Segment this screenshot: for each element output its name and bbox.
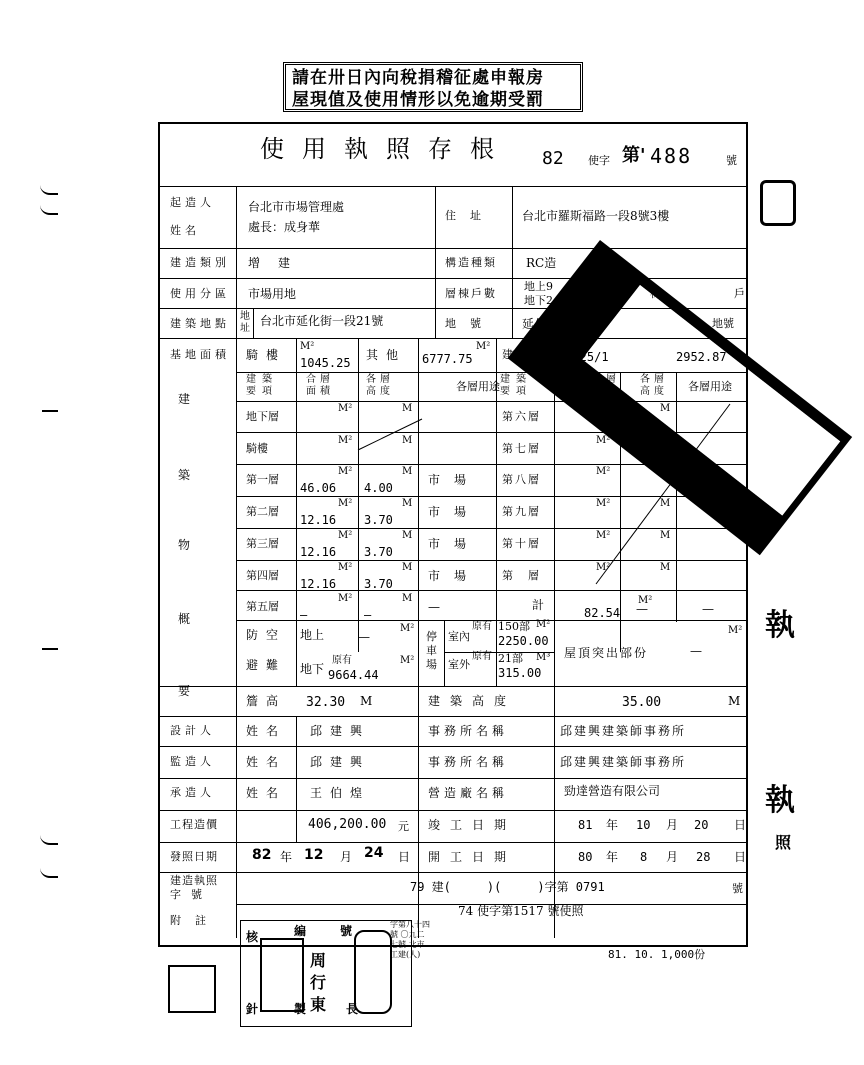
area-unit: M² — [338, 435, 353, 446]
height-unit: M — [402, 530, 413, 541]
site-label: 建築地點 — [170, 317, 230, 330]
building-height-label: 建築高度 — [428, 694, 517, 708]
height-unit: M — [402, 466, 413, 477]
owner-name-line1: 台北市市場管理處 — [248, 200, 345, 214]
stamp-chief: 長 — [346, 1002, 359, 1016]
area-unit: M² — [338, 530, 353, 541]
margin-mark — [40, 835, 58, 845]
building-summary-char5: 要 — [178, 684, 191, 698]
start-year: 80 — [578, 850, 593, 864]
floor-name: 第四層 — [246, 569, 279, 582]
floor-use: 市場 — [428, 505, 481, 519]
contractor-label: 承造人 — [170, 786, 215, 799]
issue-day: 24 — [364, 845, 384, 861]
total-dash-1: — — [636, 602, 648, 616]
completion-day: 20 — [694, 818, 709, 832]
stamp-check: 核 — [246, 930, 259, 944]
parking-outdoor-area: 315.00 — [498, 666, 542, 680]
license-suffix: 號 — [726, 154, 737, 167]
margin-mark — [42, 648, 58, 650]
total-area: 82.54 — [584, 606, 621, 620]
issue-year: 82 — [252, 847, 272, 863]
floors-below: 地下2 — [524, 294, 553, 307]
personal-seal — [260, 938, 304, 1012]
small-seal — [168, 965, 216, 1013]
eave-height-unit: M — [360, 694, 373, 708]
floor-height: 3.70 — [364, 577, 393, 591]
area-unit: M² — [338, 466, 353, 477]
floor-name-upper: 第九層 — [502, 505, 541, 518]
owner-label: 起造人 — [170, 196, 215, 209]
roof-protrusion-unit: M² — [728, 625, 743, 636]
zoning-label: 使用分區 — [170, 287, 230, 300]
shelter-below-label: 地下 — [300, 662, 325, 676]
coverage-ratio: 6.225/1 — [558, 350, 609, 364]
building-count: 壹 — [614, 287, 625, 300]
right-margin-char: 執 — [765, 783, 795, 818]
floor-name-upper: 第 層 — [502, 569, 541, 582]
form-registration-note: 字第八十四號 〇九二七號 北市工建(人) — [390, 920, 430, 959]
stamp-number: 號 — [340, 924, 353, 938]
margin-mark — [40, 205, 58, 215]
parking-indoor-orig: 原有 — [472, 621, 492, 632]
issue-month-unit: 月 — [340, 850, 353, 864]
detail-header-area: 合層面積 — [306, 374, 334, 397]
floor-name-upper: 第七層 — [502, 442, 541, 455]
building-permit-number: 79 建( )( )字第 0791 — [410, 880, 605, 894]
floor-name-upper: 第六層 — [502, 410, 541, 423]
floor-height: 3.70 — [364, 545, 393, 559]
floor-name: 第二層 — [246, 505, 279, 518]
eave-height-label: 簷高 — [246, 694, 287, 708]
shelter-below-unit: M² — [400, 655, 415, 666]
floor-name: 騎樓 — [246, 442, 268, 455]
detail-header-area-2: 各層面積 — [592, 374, 620, 397]
floor-name: 地下層 — [246, 410, 279, 423]
stamp-needle: 針 — [246, 1002, 259, 1016]
right-margin-char: 執 — [765, 608, 795, 643]
license-year: 82 — [542, 148, 564, 169]
shelter-label-1: 防空 — [246, 628, 287, 642]
building-summary-char4: 概 — [178, 612, 191, 626]
building-permit-suffix: 號 — [732, 882, 743, 895]
supervisor-label: 監造人 — [170, 755, 215, 768]
floor-area: 12.16 — [300, 577, 337, 591]
detail-header-use-2: 各層用途 — [688, 380, 732, 393]
site-address: 台北市延化街一段21號 — [260, 314, 384, 328]
building-summary-char2: 築 — [178, 468, 191, 482]
floor-area: 46.06 — [300, 481, 337, 495]
start-date-label: 開工日期 — [428, 850, 517, 864]
margin-mark — [40, 868, 58, 878]
note-label: 附註 — [170, 914, 220, 927]
notice-line-2: 屋現值及使用情形以免逾期受罰 — [292, 90, 544, 110]
total-dash-2: — — [702, 602, 714, 616]
structure-label: 構造種類 — [445, 256, 497, 269]
area-unit: M² — [338, 498, 353, 509]
issue-day-unit: 日 — [398, 850, 411, 864]
completion-year: 81 — [578, 818, 593, 832]
floor-height: 4.00 — [364, 481, 393, 495]
supervisor-name: 邱建興 — [310, 755, 371, 769]
area-unit: M² — [596, 498, 611, 509]
height-unit: M — [660, 403, 671, 414]
other-area: 6777.75 — [422, 352, 473, 366]
seal-fragment — [760, 180, 796, 226]
site-area-label: 基地面積 — [170, 348, 230, 361]
start-year-unit: 年 — [606, 850, 619, 864]
lot-suffix: 地號 — [712, 317, 734, 330]
parking-outdoor-count: 21部 — [498, 652, 523, 665]
site-address-small: 地址 — [240, 311, 250, 334]
parking-indoor-area: 2250.00 — [498, 634, 549, 648]
area-unit: M² — [596, 435, 611, 446]
arcade-area-label: 騎樓 — [246, 348, 287, 362]
building-height-unit: M — [728, 694, 741, 708]
floor-height: 3.70 — [364, 513, 393, 527]
supervisor-office: 邱建興建築師事務所 — [560, 755, 687, 769]
cost-label: 工程造價 — [170, 818, 218, 831]
print-run: 81. 10. 1,000份 — [608, 948, 706, 961]
stamp-edit: 編 — [294, 924, 307, 938]
supervisor-office-label: 事務所名稱 — [428, 755, 509, 769]
area-unit: M² — [596, 562, 611, 573]
height-unit: M — [660, 530, 671, 541]
eave-height: 32.30 — [306, 695, 346, 710]
floors-unit: 層 — [582, 287, 593, 300]
parking-label: 停車場 — [426, 630, 437, 671]
roof-protrusion-label: 屋頂突出部份 — [564, 646, 649, 660]
other-area-label: 其他 — [366, 348, 407, 362]
m2-unit: M² — [476, 341, 491, 352]
note-text: 74 使字第1517 號使照 — [458, 904, 584, 918]
owner-address-label: 住址 — [445, 209, 495, 222]
parking-indoor-count: 150部 — [498, 620, 530, 633]
height-unit: M — [402, 562, 413, 573]
building-permit-label-1: 建造執照 — [170, 874, 218, 887]
height-unit: M — [660, 466, 671, 477]
total-area-unit: M² — [638, 595, 653, 606]
area-unit: M² — [596, 466, 611, 477]
floor-use: 市場 — [428, 473, 481, 487]
area-unit: M² — [338, 562, 353, 573]
structure-value: RC造 — [526, 256, 557, 270]
shelter-orig-label: 原有 — [332, 655, 352, 666]
building-summary-char3: 物 — [178, 538, 191, 552]
floors-label: 層棟戶數 — [445, 287, 497, 300]
m2-unit: M² — [300, 341, 315, 352]
designer-name: 邱建興 — [310, 724, 371, 738]
completion-month: 10 — [636, 818, 651, 832]
height-unit: M — [402, 498, 413, 509]
floor-use: — — [428, 600, 454, 614]
contractor-firm-label: 營造廠名稱 — [428, 786, 509, 800]
shelter-above-label: 地上 — [300, 628, 325, 642]
supervisor-name-label: 姓名 — [246, 755, 287, 769]
household-unit: 戶 — [734, 287, 745, 300]
floor-name-upper: 第十層 — [502, 537, 541, 550]
lot-label: 地號 — [445, 317, 495, 330]
margin-mark — [40, 185, 58, 195]
height-unit: M — [402, 593, 413, 604]
detail-header-height: 各層高度 — [366, 374, 394, 397]
issue-date-label: 發照日期 — [170, 850, 218, 863]
coverage-ratio-label: 建蔽率 — [502, 348, 535, 361]
height-unit: M — [660, 562, 671, 573]
contractor-name: 王伯煌 — [310, 786, 371, 800]
notice-line-1: 請在卅日內向稅捐稽征處申報房 — [292, 68, 544, 88]
arcade-area: 1045.25 — [300, 356, 351, 370]
cost-unit: 元 — [398, 820, 409, 833]
issue-year-unit: 年 — [280, 850, 293, 864]
parking-outdoor-orig: 原有 — [472, 651, 492, 662]
license-mark: 第' — [622, 145, 646, 166]
stamp-make: 製 — [294, 1002, 307, 1016]
margin-mark — [42, 410, 58, 412]
completion-day-unit: 日 — [734, 818, 747, 832]
parking-indoor-unit: M² — [536, 619, 551, 630]
start-month-unit: 月 — [666, 850, 679, 864]
designer-label: 設計人 — [170, 724, 215, 737]
designer-name-label: 姓名 — [246, 724, 287, 738]
shelter-below-area: 9664.44 — [328, 668, 379, 682]
detail-header-use: 各層用途 — [456, 380, 500, 393]
shelter-above-unit: M² — [400, 623, 415, 634]
building-height: 35.00 — [622, 695, 662, 710]
area-unit: M² — [338, 403, 353, 414]
floor-area: — — [300, 608, 308, 622]
completion-year-unit: 年 — [606, 818, 619, 832]
completion-date-label: 竣工日期 — [428, 818, 517, 832]
floor-area: 12.16 — [300, 513, 337, 527]
building-unit: 棟 — [650, 287, 661, 300]
height-unit: M — [402, 435, 413, 446]
approval-stamp-grid — [240, 920, 412, 1030]
license-number: 488 — [650, 144, 693, 168]
parking-indoor-label: 室內 — [448, 630, 470, 643]
start-month: 8 — [640, 850, 648, 864]
detail-header-height-2: 各層高度 — [640, 374, 668, 397]
building-summary-char1: 建 — [178, 392, 191, 406]
total-label: 計 — [532, 598, 545, 612]
license-stub-sheet — [158, 122, 748, 947]
floor-height: — — [364, 608, 372, 622]
total-floor-area: 2952.87 — [676, 350, 727, 364]
building-permit-label-2: 字號 — [170, 888, 212, 901]
contractor-name-label: 姓名 — [246, 786, 287, 800]
license-prefix: 使字 — [588, 154, 610, 167]
detail-header-item: 建築要項 — [246, 374, 278, 397]
owner-address: 台北市羅斯福路一段8號3樓 — [522, 209, 670, 223]
start-day: 28 — [696, 850, 711, 864]
floor-area: 12.16 — [300, 545, 337, 559]
shelter-above-dash: — — [358, 630, 370, 644]
floor-use: 市場 — [428, 569, 481, 583]
cost-value: 406,200.00 — [308, 817, 387, 832]
height-unit: M — [660, 435, 671, 446]
area-unit: M² — [338, 593, 353, 604]
contractor-firm: 勁達營造有限公司 — [564, 784, 661, 798]
area-unit: M² — [596, 530, 611, 541]
official-name-seal: 周行東 — [310, 951, 327, 1014]
start-day-unit: 日 — [734, 850, 747, 864]
designer-office-label: 事務所名稱 — [428, 724, 509, 738]
tax-notice-stamp — [283, 62, 583, 112]
owner-name-line2: 處長：成身華 — [248, 220, 321, 234]
completion-month-unit: 月 — [666, 818, 679, 832]
floor-name: 第三層 — [246, 537, 279, 550]
build-type-label: 建造類別 — [170, 256, 230, 269]
area-unit: M² — [596, 403, 611, 414]
detail-header-item-2: 建築要項 — [500, 374, 532, 397]
lot-value: 延化段二小段 — [522, 317, 595, 331]
right-margin-char: 照 — [775, 833, 792, 852]
parking-outdoor-label: 室外 — [448, 658, 470, 671]
round-seal — [354, 930, 392, 1014]
owner-name-label: 姓名 — [170, 224, 200, 237]
floors-above: 地上9 — [524, 280, 553, 293]
floor-name-upper: 第八層 — [502, 473, 541, 486]
parking-outdoor-unit: M³ — [536, 652, 551, 663]
shelter-label-2: 避難 — [246, 658, 287, 672]
designer-office: 邱建興建築師事務所 — [560, 724, 687, 738]
floor-name: 第一層 — [246, 473, 279, 486]
floor-name: 第五層 — [246, 600, 279, 613]
zoning-value: 市場用地 — [248, 287, 297, 301]
build-type-value: 增建 — [248, 256, 309, 270]
issue-month: 12 — [304, 847, 324, 863]
height-unit: M — [660, 498, 671, 509]
height-unit: M — [402, 403, 413, 414]
roof-protrusion-dash: — — [690, 644, 702, 658]
form-title: 使用執照存根 — [260, 135, 512, 163]
floor-use: 市場 — [428, 537, 481, 551]
